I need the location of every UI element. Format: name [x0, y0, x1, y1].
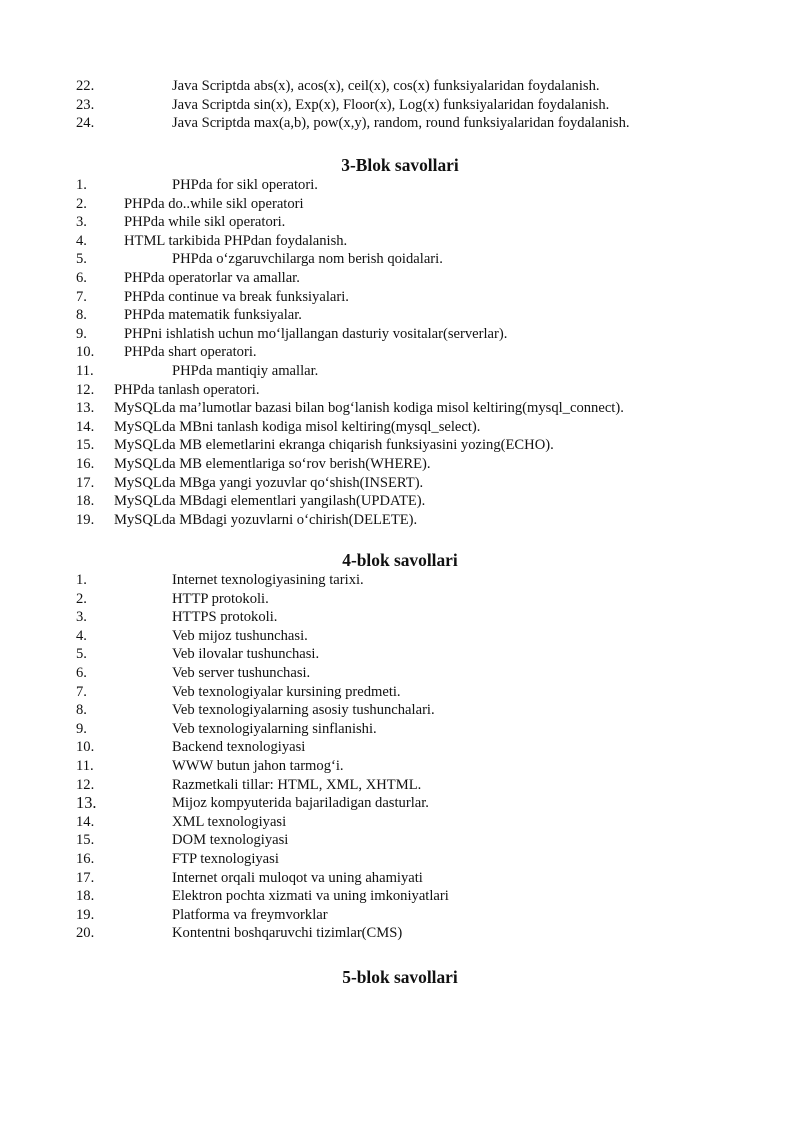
item-number: 1. [76, 177, 87, 193]
list-item [0, 831, 800, 850]
item-number: 16. [76, 850, 95, 867]
list-item [0, 608, 800, 627]
item-text: HTTPS protokoli. [172, 609, 278, 626]
item-text: PHPda shart operatori. [124, 344, 257, 361]
list-item [0, 306, 800, 325]
list-item [0, 195, 800, 214]
item-text: Platforma va freymvorklar [172, 906, 328, 923]
list-item [0, 399, 800, 418]
item-text: Veb texnologiyalarning sinflanishi. [172, 720, 377, 737]
item-text: Internet texnologiyasining tarixi. [172, 572, 364, 588]
list-item [0, 720, 800, 739]
item-number: 14. [76, 813, 95, 830]
item-text: FTP texnologiyasi [172, 850, 279, 867]
item-text: MySQLda MBdagi elementlari yangilash(UPDATE). [114, 493, 426, 510]
item-text: MySQLda ma’lumotlar bazasi bilan bog‘lanish kodiga misol keltiring(mysql_connect). [114, 400, 624, 417]
item-text: WWW butun jahon tarmog‘i. [172, 757, 344, 774]
item-number: 11. [76, 757, 94, 774]
item-number: 3. [76, 609, 87, 626]
list-item [0, 343, 800, 362]
item-text: MySQLda MBga yangi yozuvlar qo‘shish(INSERT). [114, 474, 424, 491]
list-item [0, 738, 800, 757]
item-text: MySQLda MBdagi yozuvlarni o‘chirish(DELETE). [114, 511, 418, 528]
item-text: MySQLda MB elemetlarini ekranga chiqarish funksiyasini yozing(ECHO). [114, 437, 554, 454]
item-text: HTTP protokoli. [172, 590, 269, 607]
item-number: 2. [76, 195, 87, 212]
item-number: 1. [76, 572, 87, 588]
item-number: 13. [76, 400, 95, 417]
item-text: Java Scriptda max(a,b), pow(x,y), random, round funksiyalaridan foydalanish. [172, 115, 630, 132]
item-number: 23. [76, 96, 95, 113]
list-item [0, 232, 800, 251]
list-item [0, 455, 800, 474]
item-number: 18. [76, 888, 95, 905]
list-item [0, 776, 800, 795]
item-number: 9. [76, 325, 87, 342]
item-text: PHPda tanlash operatori. [114, 381, 260, 398]
item-text: MySQLda MB elementlariga so‘rov berish(WHERE). [114, 455, 431, 472]
list-item [0, 906, 800, 925]
list-item [0, 511, 800, 530]
list-item [0, 418, 800, 437]
item-number: 11. [76, 362, 94, 379]
list-item [0, 213, 800, 232]
block4-question-list [0, 571, 800, 943]
item-text: PHPda matematik funksiyalar. [124, 307, 302, 324]
item-number: 7. [76, 288, 87, 305]
list-item [0, 288, 800, 307]
item-number: 4. [76, 232, 87, 249]
item-number: 6. [76, 664, 87, 681]
block3-question-list [0, 176, 800, 529]
list-item [0, 96, 800, 115]
list-item [0, 850, 800, 869]
list-item [0, 757, 800, 776]
item-number: 15. [76, 832, 95, 849]
item-text: HTML tarkibida PHPdan foydalanish. [124, 232, 348, 249]
item-number: 19. [76, 906, 95, 923]
item-text: Veb server tushunchasi. [172, 664, 311, 681]
item-number: 8. [76, 307, 87, 324]
list-item [0, 269, 800, 288]
item-number: 24. [76, 115, 95, 132]
list-item [0, 701, 800, 720]
list-item [0, 362, 800, 381]
item-number: 16. [76, 455, 95, 472]
list-item [0, 627, 800, 646]
list-item [0, 381, 800, 400]
item-text: PHPda while sikl operatori. [124, 214, 286, 231]
item-text: PHPni ishlatish uchun mo‘ljallangan dasturiy vositalar(serverlar). [124, 325, 508, 342]
item-number: 7. [76, 683, 87, 700]
list-item [0, 77, 800, 96]
item-number: 8. [76, 702, 87, 719]
item-text: Veb texnologiyalarning asosiy tushunchalari. [172, 702, 435, 719]
item-text: Mijoz kompyuterida bajariladigan dasturlar. [172, 795, 429, 812]
item-number: 13. [76, 793, 97, 813]
item-text: Veb mijoz tushunchasi. [172, 627, 308, 644]
list-item [0, 474, 800, 493]
list-item [0, 114, 800, 133]
list-item [0, 869, 800, 888]
block5-heading: 5-blok savollari [342, 967, 458, 987]
item-number: 20. [76, 925, 95, 942]
item-text: DOM texnologiyasi [172, 832, 289, 849]
item-number: 17. [76, 474, 95, 491]
item-text: Veb texnologiyalar kursining predmeti. [172, 683, 401, 700]
list-item [0, 590, 800, 609]
item-text: Java Scriptda sin(x), Exp(x), Floor(x), Log(x) funksiyalaridan foydalanish. [172, 96, 610, 113]
item-text: MySQLda MBni tanlash kodiga misol keltiring(mysql_select). [114, 418, 481, 435]
list-item [0, 176, 800, 195]
item-number: 10. [76, 739, 95, 756]
item-number: 19. [76, 511, 95, 528]
item-text: XML texnologiyasi [172, 813, 287, 830]
list-item [0, 492, 800, 511]
item-number: 4. [76, 627, 87, 644]
list-item [0, 887, 800, 906]
item-number: 5. [76, 646, 87, 663]
item-number: 6. [76, 269, 87, 286]
item-number: 10. [76, 344, 95, 361]
list-item [0, 794, 800, 813]
item-number: 2. [76, 590, 87, 607]
item-number: 22. [76, 78, 95, 94]
list-item [0, 664, 800, 683]
item-text: PHPda continue va break funksiyalari. [124, 288, 349, 305]
list-item [0, 683, 800, 702]
item-text: Internet orqali muloqot va uning ahamiyati [172, 869, 423, 886]
item-text: PHPda do..while sikl operatori [124, 195, 304, 212]
list-item [0, 250, 800, 269]
list-item [0, 571, 800, 590]
list-item [0, 813, 800, 832]
item-number: 5. [76, 251, 87, 268]
block4-heading: 4-blok savollari [342, 550, 458, 570]
item-number: 12. [76, 381, 95, 398]
item-text: Elektron pochta xizmati va uning imkoniyatlari [172, 888, 449, 905]
question-list-top [0, 77, 800, 133]
item-text: Java Scriptda abs(x), acos(x), ceil(x), cos(x) funksiyalaridan foydalanish. [172, 78, 600, 94]
item-text: Razmetkali tillar: HTML, XML, XHTML. [172, 776, 422, 793]
item-text: PHPda for sikl operatori. [172, 177, 318, 193]
item-number: 12. [76, 776, 95, 793]
item-number: 15. [76, 437, 95, 454]
item-text: PHPda o‘zgaruvchilarga nom berish qoidalari. [172, 251, 443, 268]
list-item [0, 924, 800, 943]
item-text: Kontentni boshqaruvchi tizimlar(CMS) [172, 925, 403, 942]
item-text: Backend texnologiyasi [172, 739, 306, 756]
item-number: 18. [76, 493, 95, 510]
block3-heading: 3-Blok savollari [341, 155, 459, 175]
item-number: 3. [76, 214, 87, 231]
item-text: PHPda mantiqiy amallar. [172, 362, 319, 379]
item-number: 9. [76, 720, 87, 737]
list-item [0, 436, 800, 455]
item-text: Veb ilovalar tushunchasi. [172, 646, 320, 663]
item-text: PHPda operatorlar va amallar. [124, 269, 300, 286]
list-item [0, 325, 800, 344]
item-number: 17. [76, 869, 95, 886]
list-item [0, 645, 800, 664]
item-number: 14. [76, 418, 95, 435]
